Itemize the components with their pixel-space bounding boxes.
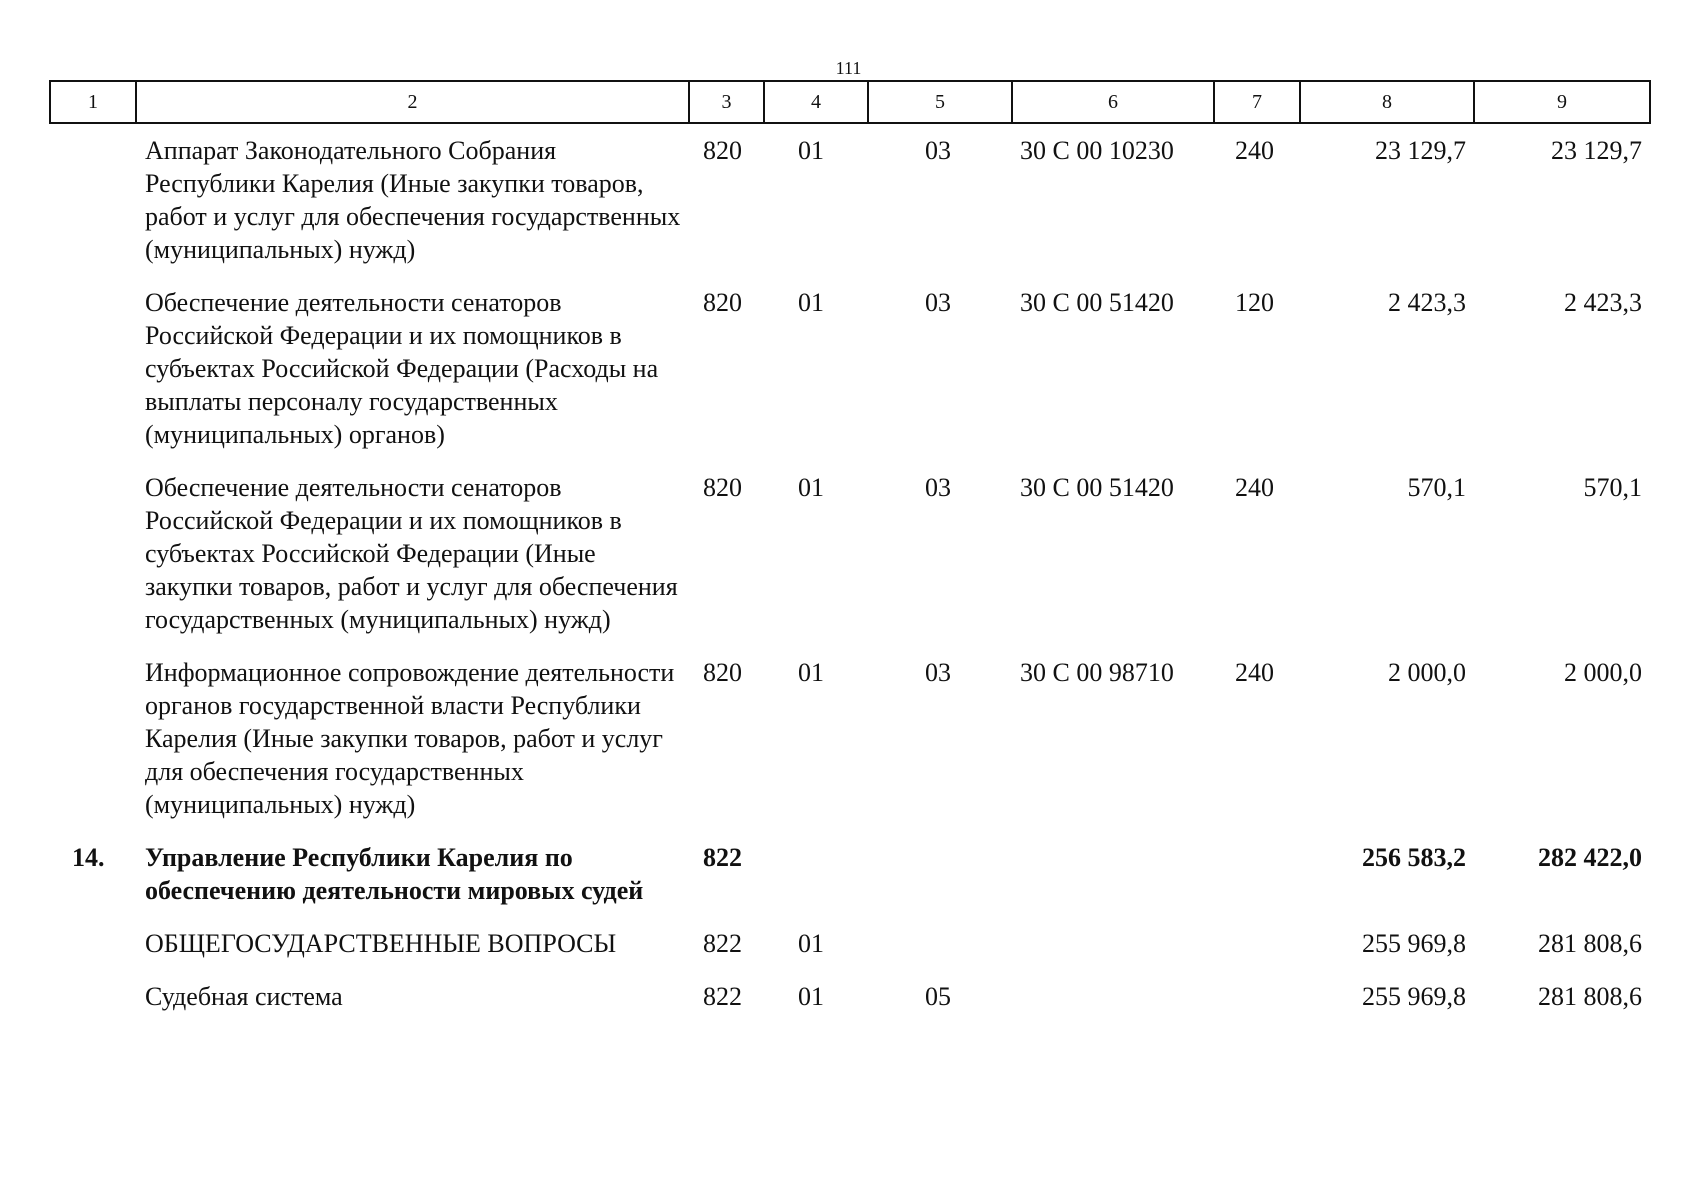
table-row [50,463,1650,648]
row-amount-1: 2 000,0 [1388,658,1466,687]
row-section-code: 01 [798,658,824,687]
row-amount-1: 2 423,3 [1388,288,1466,317]
table-row [50,972,1650,1025]
row-expense-type [1214,919,1300,972]
table-row [50,919,1650,972]
header-col-5: 5 [868,81,1012,123]
table-body [50,123,1650,1025]
row-ministry-code: 822 [703,929,742,958]
row-name: Управление Республики Карелия по обеспечению деятельности мировых судей [145,843,644,905]
row-number [50,919,136,972]
budget-table [49,80,1651,1025]
header-col-6: 6 [1012,81,1214,123]
table-row [50,123,1650,278]
row-subsection-code: 03 [925,473,951,502]
row-amount-2: 2 423,3 [1564,288,1642,317]
header-col-4: 4 [764,81,868,123]
row-ministry-code: 820 [703,288,742,317]
row-target-article [1012,972,1214,1025]
row-section-code: 01 [798,473,824,502]
row-amount-2: 281 808,6 [1538,982,1642,1011]
row-target-article [1012,833,1214,919]
row-subsection-code: 03 [925,136,951,165]
row-expense-type: 240 [1235,473,1274,502]
row-name: Информационное сопровождение деятельности органов государственной власти Республики Карелия (Иные закупки товаров, работ и услуг для обеспечения государственных (муниципальных) нужд) [145,658,675,819]
header-row [50,81,1650,123]
row-subsection-code: 05 [925,982,951,1011]
row-target-article: 30 С 00 10230 [1020,136,1174,165]
row-section-code: 01 [798,982,824,1011]
table-row [50,648,1650,833]
row-number: 14. [72,843,105,872]
header-col-3: 3 [689,81,764,123]
row-amount-1: 255 969,8 [1362,929,1466,958]
row-target-article: 30 С 00 51420 [1020,288,1174,317]
row-ministry-code: 820 [703,136,742,165]
row-expense-type [1214,972,1300,1025]
row-number [50,123,136,278]
header-col-8: 8 [1300,81,1474,123]
header-col-2: 2 [136,81,689,123]
row-amount-2: 23 129,7 [1551,136,1642,165]
row-section-code: 01 [798,288,824,317]
table-row [50,278,1650,463]
row-amount-2: 281 808,6 [1538,929,1642,958]
row-amount-2: 282 422,0 [1538,843,1642,872]
row-expense-type [1214,833,1300,919]
row-amount-1: 570,1 [1407,473,1466,502]
row-ministry-code: 822 [703,843,742,872]
row-target-article [1012,919,1214,972]
page-number: 111 [835,58,862,78]
row-ministry-code: 820 [703,473,742,502]
row-amount-1: 23 129,7 [1375,136,1466,165]
row-section-code: 01 [798,929,824,958]
row-section-code: 01 [798,136,824,165]
row-amount-1: 255 969,8 [1362,982,1466,1011]
row-amount-1: 256 583,2 [1362,843,1466,872]
row-subsection-code [868,833,1012,919]
row-target-article: 30 С 00 51420 [1020,473,1174,502]
header-col-1: 1 [50,81,136,123]
row-name: Обеспечение деятельности сенаторов Российской Федерации и их помощников в субъектах Российской Федерации (Расходы на выплаты персоналу государственных (муниципальных) органов) [145,288,659,449]
row-expense-type: 240 [1235,658,1274,687]
header-col-7: 7 [1214,81,1300,123]
row-name: Аппарат Законодательного Собрания Республики Карелия (Иные закупки товаров, работ и услуг для обеспечения государственных (муниципальных) нужд) [145,136,681,264]
row-expense-type: 240 [1235,136,1274,165]
row-amount-2: 2 000,0 [1564,658,1642,687]
header-col-9: 9 [1474,81,1650,123]
row-name: ОБЩЕГОСУДАРСТВЕННЫЕ ВОПРОСЫ [145,929,617,958]
row-subsection-code [868,919,1012,972]
row-number [50,463,136,648]
row-ministry-code: 820 [703,658,742,687]
row-amount-2: 570,1 [1583,473,1642,502]
row-section-code [764,833,868,919]
row-target-article: 30 С 00 98710 [1020,658,1174,687]
row-subsection-code: 03 [925,288,951,317]
row-expense-type: 120 [1235,288,1274,317]
row-number [50,648,136,833]
table-row [50,833,1650,919]
row-subsection-code: 03 [925,658,951,687]
row-name: Обеспечение деятельности сенаторов Российской Федерации и их помощников в субъектах Российской Федерации (Иные закупки товаров, работ и услуг для обеспечения государственных (муниципальных) нужд) [145,473,678,634]
row-number [50,972,136,1025]
table-header [50,81,1650,123]
row-number [50,278,136,463]
row-name: Судебная система [145,982,343,1011]
row-ministry-code: 822 [703,982,742,1011]
